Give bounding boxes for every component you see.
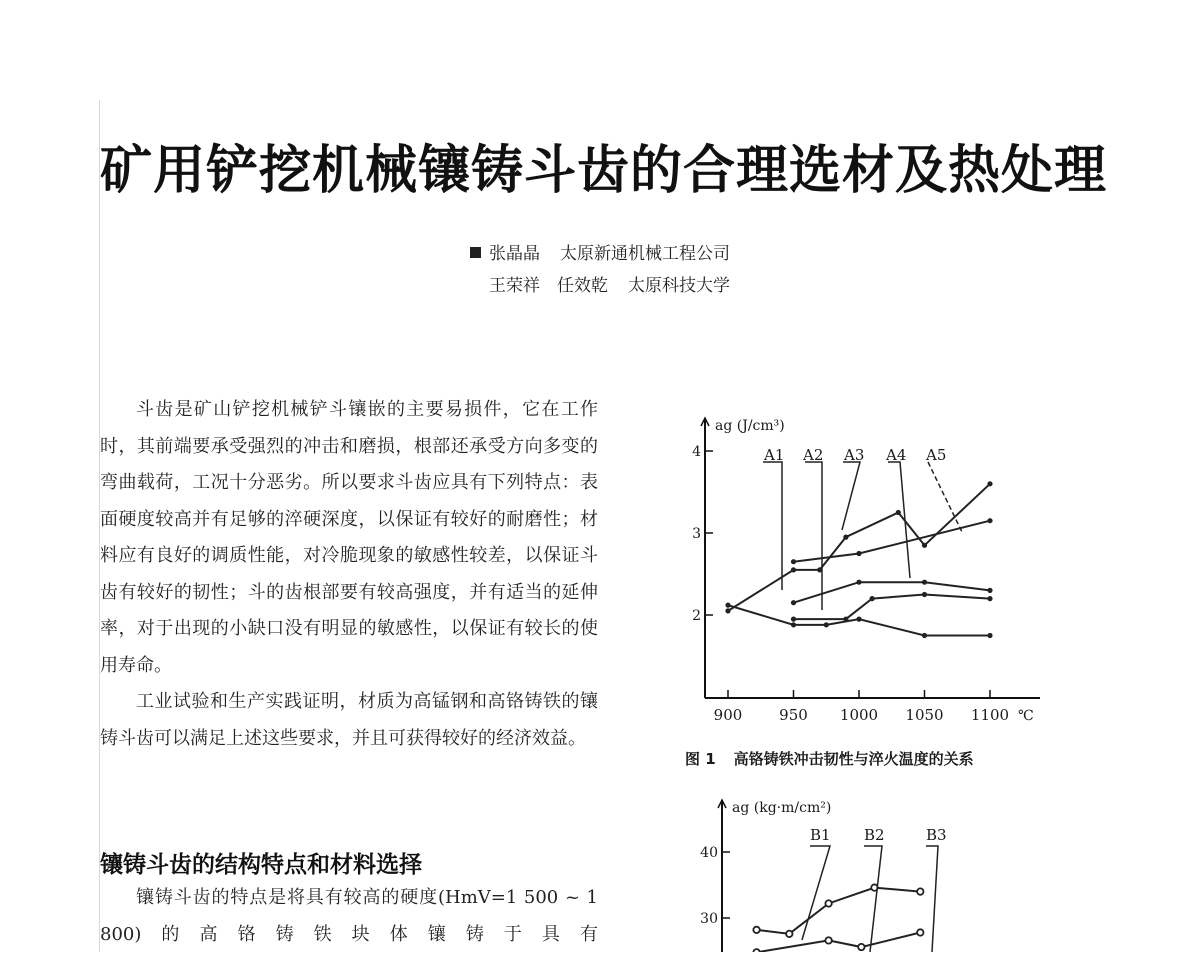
y-tick-label: 40	[700, 845, 718, 861]
data-point	[753, 927, 759, 933]
x-axis-unit: ℃	[1018, 708, 1034, 724]
y-tick-label: 3	[692, 526, 701, 542]
data-point	[791, 617, 796, 622]
section-heading: 镶铸斗齿的结构特点和材料选择	[100, 851, 422, 878]
data-point	[922, 580, 927, 585]
label-leader-line	[888, 462, 910, 578]
data-point	[824, 622, 829, 627]
series-label: A3	[844, 446, 865, 464]
data-point	[987, 481, 992, 486]
series-line-mid	[794, 582, 991, 603]
figure-1-caption	[685, 748, 974, 769]
bullet-square-icon	[470, 247, 481, 258]
y-tick-label: 2	[692, 608, 701, 624]
body-paragraph-2: 工业试验和生产实践证明，材质为高锰钢和高铬铸铁的镶铸斗齿可以满足上述这些要求，并且可获得较好的经济效益。	[100, 691, 598, 749]
x-tick-label: 1000	[839, 706, 879, 724]
series-line-wavy	[728, 484, 990, 611]
data-point	[896, 510, 901, 515]
data-point	[858, 944, 864, 950]
data-point	[987, 518, 992, 523]
data-point	[987, 596, 992, 601]
data-point	[922, 633, 927, 638]
data-point	[856, 580, 861, 585]
series-label: B3	[926, 826, 947, 844]
data-point	[825, 937, 831, 943]
data-point	[856, 617, 861, 622]
label-leader-line	[763, 462, 782, 590]
author-line-1	[470, 238, 730, 270]
data-point	[922, 543, 927, 548]
body-column	[100, 392, 598, 757]
page-title: 矿用铲挖机械镶铸斗齿的合理选材及热处理	[100, 140, 1108, 201]
series-label: A1	[764, 446, 785, 464]
x-tick-label: 1100	[970, 706, 1010, 724]
data-point	[825, 900, 831, 906]
label-leader-line	[802, 846, 830, 940]
data-point	[856, 551, 861, 556]
series-line-upper	[757, 888, 921, 934]
data-point	[791, 559, 796, 564]
x-tick-label: 900	[713, 706, 743, 724]
data-point	[791, 622, 796, 627]
series-label: A2	[803, 446, 824, 464]
label-leader-line	[864, 846, 882, 952]
section-paragraph: 镶铸斗齿的特点是将具有较高的硬度(HmV=1 500 ~ 1 800)的高铬铸铁块体镶铸于具有	[100, 887, 598, 945]
figure-1-caption-text: 高铬铸铁冲击韧性与淬火温度的关系	[733, 750, 974, 768]
series-line-lower	[757, 933, 921, 952]
author-affiliation-1: 太原新通机械工程公司	[560, 244, 730, 264]
label-leader-line	[842, 462, 860, 530]
body-paragraph-1: 斗齿是矿山铲挖机械铲斗镶嵌的主要易损件，它在工作时，其前端要承受强烈的冲击和磨损，根部还承受方向多变的弯曲载荷，工况十分恶劣。所以要求斗齿应具有下列特点：表面硬度较高并有足够的淬硬深度，以保证有较好的耐磨性；材料应有良好的调质性能，对冷脆现象的敏感性较差，以保证斗齿有较好的韧性；斗的齿根部要有较高强度，并有适当的延伸率，对于出现的小缺口没有明显的敏感性，以保证有较长的使用寿命。	[100, 399, 598, 676]
data-point	[922, 592, 927, 597]
series-label: B1	[810, 826, 831, 844]
author-names-1: 张晶晶	[489, 244, 540, 264]
label-leader-line	[805, 462, 822, 610]
author-line-2	[470, 270, 730, 302]
series-line-mid-low	[794, 595, 991, 620]
x-tick-label: 1050	[905, 706, 944, 724]
data-point	[791, 600, 796, 605]
y-axis-label: ag (J/cm³)	[715, 418, 785, 434]
y-tick-label: 4	[692, 444, 701, 460]
data-point	[843, 535, 848, 540]
data-point	[791, 567, 796, 572]
chart-2	[700, 800, 946, 952]
figure-charts	[660, 400, 1060, 952]
y-axis-label: ag (kg·m/cm²)	[732, 800, 832, 816]
label-leader-line	[928, 462, 962, 532]
data-point	[987, 588, 992, 593]
data-point	[870, 596, 875, 601]
data-point	[786, 931, 792, 937]
chart-1	[692, 418, 1040, 724]
series-line-upper-smooth	[794, 521, 991, 562]
data-point	[987, 633, 992, 638]
x-tick-label: 950	[779, 706, 808, 724]
data-point	[725, 603, 730, 608]
series-label: A4	[886, 446, 907, 464]
label-leader-line	[926, 846, 938, 952]
series-label: B2	[864, 826, 885, 844]
data-point	[917, 929, 923, 935]
data-point	[725, 608, 730, 613]
figure-1-number: 图 1	[685, 750, 716, 768]
series-label: A5	[926, 446, 947, 464]
author-block	[470, 238, 730, 302]
y-tick-label: 30	[700, 911, 718, 927]
author-names-2: 王荣祥 任效乾	[489, 276, 608, 296]
data-point	[917, 888, 923, 894]
author-affiliation-2: 太原科技大学	[628, 276, 730, 296]
